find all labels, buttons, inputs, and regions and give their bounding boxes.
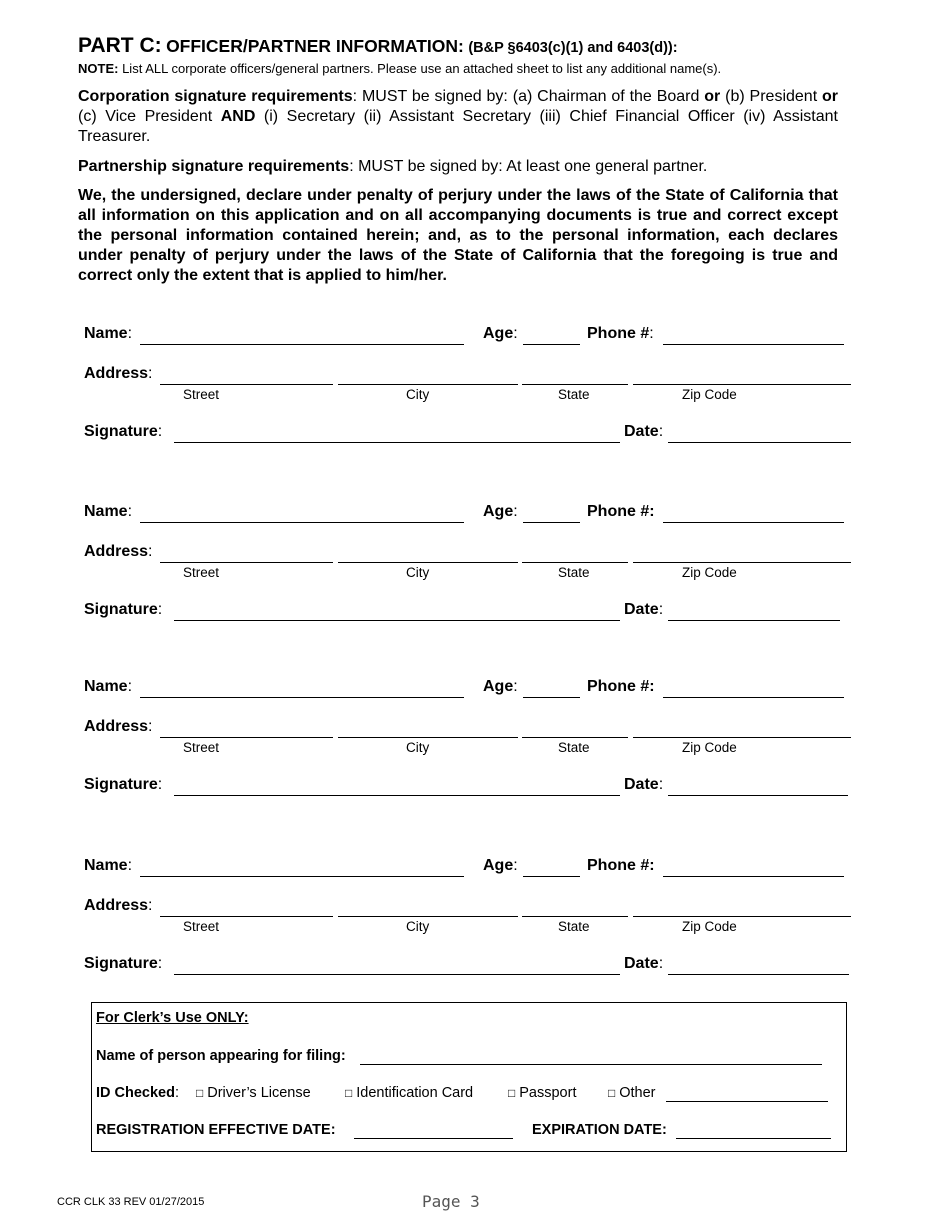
option-label: Passport: [519, 1085, 577, 1101]
id-checked-label: ID Checked: [96, 1085, 175, 1101]
name-label: [84, 325, 132, 343]
age-label: [483, 857, 518, 875]
signature-field[interactable]: [174, 795, 620, 796]
checkbox-icon[interactable]: □: [508, 1086, 516, 1100]
signature-field[interactable]: [174, 974, 620, 975]
option-label: Driver’s License: [207, 1085, 311, 1101]
state-caption: State: [558, 565, 590, 580]
label-colon: :: [148, 897, 153, 914]
phone-label-text: Phone #: [587, 678, 650, 695]
label-colon: :: [127, 857, 133, 874]
label-colon: :: [649, 857, 655, 874]
name-label-text: Name: [84, 678, 128, 695]
age-label-text: Age: [483, 678, 514, 695]
expiration-date-label: EXPIRATION DATE:: [532, 1122, 667, 1138]
signature-field[interactable]: [174, 620, 620, 621]
age-label: [483, 503, 518, 521]
state-field[interactable]: [522, 737, 628, 738]
address-label: [84, 365, 152, 383]
checkbox-icon[interactable]: □: [196, 1086, 204, 1100]
date-label-text: Date: [624, 955, 659, 972]
corp-req-text: (b) President: [720, 88, 823, 105]
name-label: [84, 857, 132, 875]
label-colon: :: [649, 678, 655, 695]
age-field[interactable]: [523, 697, 580, 698]
registration-date-label: REGISTRATION EFFECTIVE DATE:: [96, 1122, 336, 1138]
name-field[interactable]: [140, 344, 464, 345]
date-label-text: Date: [624, 776, 659, 793]
label-colon: :: [127, 325, 133, 342]
signature-label-text: Signature: [84, 423, 158, 440]
option-passport[interactable]: [508, 1085, 576, 1101]
label-colon: :: [513, 325, 518, 342]
city-caption: City: [406, 565, 430, 580]
city-caption: City: [406, 919, 430, 934]
city-field[interactable]: [338, 562, 518, 563]
street-field[interactable]: [160, 562, 333, 563]
state-field[interactable]: [522, 916, 628, 917]
phone-label: [587, 503, 655, 521]
phone-field[interactable]: [663, 344, 844, 345]
page-title: [78, 34, 678, 58]
label-colon: :: [148, 718, 153, 735]
age-label-text: Age: [483, 857, 514, 874]
partner-req-text: : MUST be signed by: At least one general partner.: [349, 158, 708, 175]
signature-label-text: Signature: [84, 955, 158, 972]
state-caption: State: [558, 387, 590, 402]
label-colon: :: [157, 423, 163, 440]
option-label: Identification Card: [356, 1085, 474, 1101]
signature-label-text: Signature: [84, 776, 158, 793]
signature-field[interactable]: [174, 442, 620, 443]
label-colon: :: [649, 503, 655, 520]
zip-caption: Zip Code: [682, 740, 737, 755]
date-field[interactable]: [668, 795, 848, 796]
signature-label-text: Signature: [84, 601, 158, 618]
label-colon: :: [513, 678, 518, 695]
signature-label: [84, 601, 162, 619]
name-label-text: Name: [84, 325, 128, 342]
label-colon: :: [157, 601, 163, 618]
street-field[interactable]: [160, 916, 333, 917]
date-label: [624, 423, 663, 441]
phone-label: [587, 325, 654, 343]
phone-label-text: Phone #: [587, 503, 650, 520]
option-drivers-license[interactable]: [196, 1085, 311, 1101]
date-label-text: Date: [624, 601, 659, 618]
address-label: [84, 718, 152, 736]
label-colon: :: [148, 543, 153, 560]
city-field[interactable]: [338, 384, 518, 385]
clerk-heading: For Clerk’s Use ONLY:: [96, 1010, 249, 1026]
corp-req-and: AND: [220, 108, 256, 125]
corp-req-text: (i) Secretary (ii) Assistant Secretary (iii) Chief Financial Officer (iv) Assistant Treasurer.: [78, 108, 838, 145]
page-number: Page 3: [422, 1192, 480, 1211]
age-field[interactable]: [523, 522, 580, 523]
age-label: [483, 678, 518, 696]
form-code: CCR CLK 33 REV 01/27/2015: [57, 1196, 205, 1208]
part-label: PART C:: [78, 34, 162, 57]
corp-req-or: or: [822, 88, 839, 105]
label-colon: :: [658, 776, 664, 793]
checkbox-icon[interactable]: □: [608, 1086, 616, 1100]
address-label: [84, 543, 152, 561]
note-text: List ALL corporate officers/general partners. Please use an attached sheet to list any additional name(s).: [122, 61, 722, 76]
age-label-text: Age: [483, 325, 514, 342]
city-caption: City: [406, 740, 430, 755]
zip-field[interactable]: [633, 384, 851, 385]
address-label-text: Address: [84, 365, 149, 382]
label-colon: :: [148, 365, 153, 382]
age-label: [483, 325, 518, 343]
signature-label: [84, 423, 162, 441]
address-label-text: Address: [84, 718, 149, 735]
address-label-text: Address: [84, 543, 149, 560]
corp-req-label: Corporation signature requirements: [78, 88, 353, 105]
city-field[interactable]: [338, 916, 518, 917]
address-label: [84, 897, 152, 915]
id-checked: [96, 1085, 179, 1101]
partnership-requirements: [78, 157, 838, 177]
phone-field[interactable]: [663, 876, 844, 877]
registration-date-field[interactable]: [354, 1138, 513, 1139]
street-field[interactable]: [160, 737, 333, 738]
street-caption: Street: [183, 740, 220, 755]
other-id-field[interactable]: [666, 1101, 828, 1102]
label-colon: :: [127, 503, 133, 520]
zip-field[interactable]: [633, 562, 851, 563]
corporation-requirements: [78, 87, 838, 147]
name-field[interactable]: [140, 697, 464, 698]
note-label: NOTE:: [78, 61, 119, 76]
state-caption: State: [558, 740, 590, 755]
zip-caption: Zip Code: [682, 387, 737, 402]
state-field[interactable]: [522, 562, 628, 563]
street-field[interactable]: [160, 384, 333, 385]
name-field[interactable]: [140, 876, 464, 877]
street-caption: Street: [183, 387, 220, 402]
clerk-use-box: [91, 1002, 847, 1152]
label-colon: :: [157, 955, 163, 972]
zip-caption: Zip Code: [682, 565, 737, 580]
phone-field[interactable]: [663, 522, 844, 523]
name-label-text: Name: [84, 857, 128, 874]
label-colon: :: [513, 857, 518, 874]
option-label: Other: [619, 1085, 656, 1101]
signature-label: [84, 955, 162, 973]
id-checked-colon: :: [174, 1085, 180, 1101]
label-colon: :: [658, 955, 664, 972]
phone-label: [587, 678, 655, 696]
phone-field[interactable]: [663, 697, 844, 698]
city-field[interactable]: [338, 737, 518, 738]
phone-label: [587, 857, 655, 875]
age-field[interactable]: [523, 344, 580, 345]
street-caption: Street: [183, 919, 220, 934]
date-field[interactable]: [668, 974, 849, 975]
date-label: [624, 955, 663, 973]
zip-caption: Zip Code: [682, 919, 737, 934]
checkbox-icon[interactable]: □: [345, 1086, 353, 1100]
title-ref: (B&P §6403(c)(1) and 6403(d)):: [468, 40, 678, 56]
declaration: We, the undersigned, declare under penalty of perjury under the laws of the State of California that all information on this application and on all accompanying documents is true and correct except the personal information contained herein; and, as to the personal information, each declares under penalty of perjury under the laws of the State of California that the foregoing is true and correct only the extent that is applied to him/her.: [78, 187, 838, 284]
note: [78, 61, 721, 76]
label-colon: :: [649, 325, 654, 342]
date-field[interactable]: [668, 442, 851, 443]
zip-field[interactable]: [633, 737, 851, 738]
state-caption: State: [558, 919, 590, 934]
corp-req-or: or: [704, 88, 721, 105]
label-colon: :: [513, 503, 518, 520]
city-caption: City: [406, 387, 430, 402]
phone-label-text: Phone #: [587, 325, 650, 342]
name-label-text: Name: [84, 503, 128, 520]
label-colon: :: [658, 601, 664, 618]
name-label: [84, 678, 132, 696]
age-label-text: Age: [483, 503, 514, 520]
label-colon: :: [658, 423, 664, 440]
corp-req-text: : MUST be signed by: (a) Chairman of the Board: [352, 88, 705, 105]
date-label: [624, 776, 663, 794]
clerk-name-field[interactable]: [360, 1064, 822, 1065]
state-field[interactable]: [522, 384, 628, 385]
date-label: [624, 601, 663, 619]
phone-label-text: Phone #: [587, 857, 650, 874]
signature-label: [84, 776, 162, 794]
corp-req-text: (c) Vice President: [78, 108, 221, 125]
zip-field[interactable]: [633, 916, 851, 917]
label-colon: :: [157, 776, 163, 793]
name-label: [84, 503, 132, 521]
option-identification-card[interactable]: [345, 1085, 473, 1101]
age-field[interactable]: [523, 876, 580, 877]
date-label-text: Date: [624, 423, 659, 440]
label-colon: :: [127, 678, 133, 695]
address-label-text: Address: [84, 897, 149, 914]
date-field[interactable]: [668, 620, 840, 621]
expiration-date-field[interactable]: [676, 1138, 831, 1139]
title-main: OFFICER/PARTNER INFORMATION:: [166, 36, 464, 56]
street-caption: Street: [183, 565, 220, 580]
clerk-name-label: Name of person appearing for filing:: [96, 1048, 346, 1064]
partner-req-label: Partnership signature requirements: [78, 158, 350, 175]
name-field[interactable]: [140, 522, 464, 523]
option-other[interactable]: [608, 1085, 656, 1101]
